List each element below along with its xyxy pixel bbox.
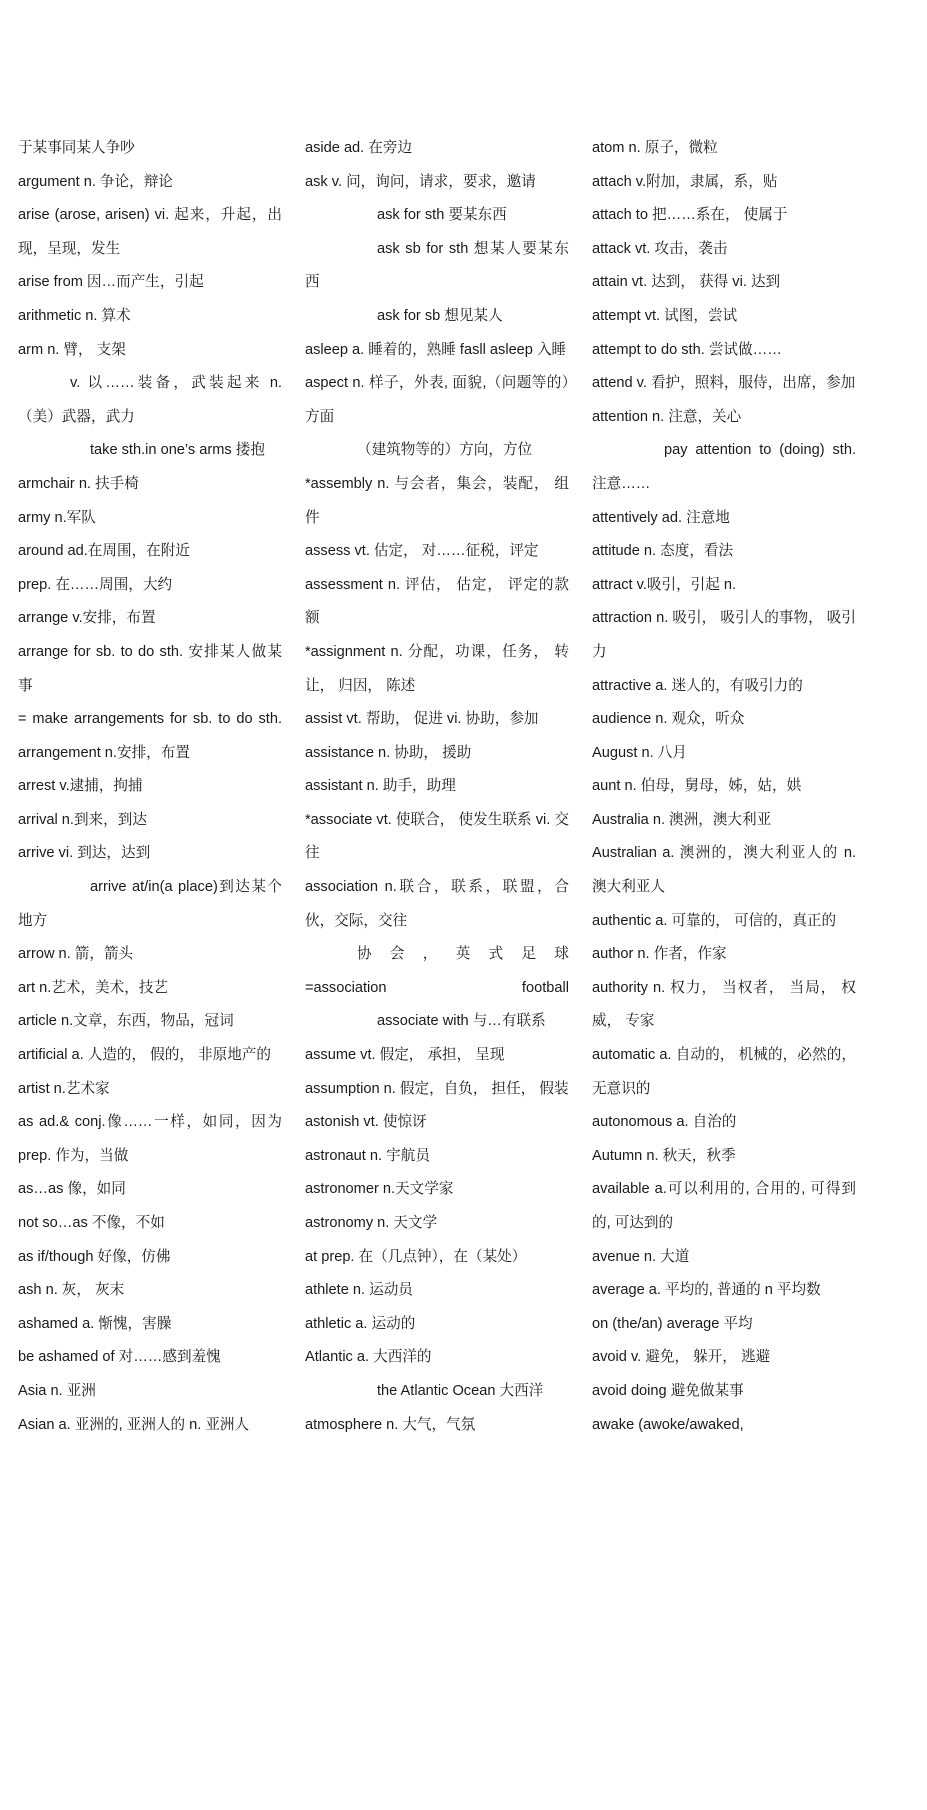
vocabulary-entry: attach v.附加，隶属，系，贴 [592,173,778,190]
vocabulary-entry: attentively ad. 注意地 [592,509,730,526]
vocabulary-entry: assumption n. 假定，自负， 担任， 假装 [305,1080,569,1097]
vocabulary-entry: ash n. 灰， 灰末 [18,1282,125,1299]
vocabulary-entry: （建筑物等的）方向，方位 [357,442,533,459]
vocabulary-entry: arise from 因…而产生，引起 [18,274,204,291]
vocabulary-entry: art n.艺术，美术，技艺 [18,979,169,996]
vocabulary-entry: aside ad. 在旁边 [305,140,413,156]
vocabulary-entry: authentic a. 可靠的， 可信的，真正的 [592,912,837,929]
vocabulary-entry: authority n. 权力， 当权者， 当局， 权威， 专家 [592,979,856,1030]
vocabulary-entry: on (the/an) average 平均 [592,1315,753,1332]
vocabulary-entry: assistant n. 助手，助理 [305,778,456,795]
vocabulary-entry: arise (arose, arisen) vi. 起来，升起，出现，呈现，发生 [18,207,282,257]
vocabulary-entry: artificial a. 人造的， 假的， 非原地产的 [18,1047,271,1064]
vocabulary-entry: ask v. 问，询问，请求，要求，邀请 [305,173,536,190]
vocabulary-entry: *assembly n. 与会者，集会，装配， 组件 [305,475,569,526]
vocabulary-entry: arrangement n.安排，布置 [18,744,190,761]
vocabulary-entry: assume vt. 假定， 承担， 呈现 [305,1047,505,1064]
vocabulary-entry: attach to 把……系在， 使属于 [592,207,788,224]
vocabulary-entry: attempt vt. 试图，尝试 [592,307,738,324]
vocabulary-entry: aunt n. 伯母，舅母，姊，姑，娂 [592,778,802,795]
vocabulary-entry: Australia n. 澳洲，澳大利亚 [592,811,772,828]
vocabulary-entry: as ad.& conj.像……一样，如同，因为 prep. 作为，当做 [18,1114,282,1164]
vocabulary-entry: Australian a. 澳洲的，澳大利亚人的 n. 澳大利亚人 [592,845,856,896]
vocabulary-entry: attitude n. 态度，看法 [592,543,734,560]
vocabulary-entry: 协 会 ， 英 式 足 球 =association football [305,946,569,996]
vocabulary-entry: armchair n. 扶手椅 [18,475,139,492]
vocabulary-column-1 [18,132,282,1442]
vocabulary-entry: as…as 像，如同 [18,1181,126,1198]
vocabulary-entry: arm n. 臂， 支架 [18,341,126,358]
vocabulary-entry: attack vt. 攻击，袭击 [592,240,728,257]
vocabulary-entry: autonomous a. 自治的 [592,1114,737,1131]
vocabulary-entry: ask for sb 想见某人 [377,307,503,324]
vocabulary-entry: attempt to do sth. 尝试做…… [592,341,782,358]
vocabulary-entry: at prep. 在（几点钟），在（某处） [305,1248,527,1265]
vocabulary-entry: assistance n. 协助， 援助 [305,744,472,761]
vocabulary-entry: army n.军队 [18,509,96,526]
vocabulary-entry: attention n. 注意，关心 [592,408,742,425]
vocabulary-entry: take sth.in one’s arms 搂抱 [90,442,265,459]
vocabulary-entry: around ad.在周围，在附近 [18,543,190,560]
vocabulary-entry: the Atlantic Ocean 大西洋 [377,1382,544,1399]
vocabulary-entry: audience n. 观众，听众 [592,711,745,728]
vocabulary-entry: arrival n.到来，到达 [18,811,147,828]
vocabulary-entry: asleep a. 睡着的，熟睡 fasll asleep 入睡 [305,341,567,358]
vocabulary-entry: Asian a. 亚洲的, 亚洲人的 n. 亚洲人 [18,1416,250,1433]
vocabulary-entry: *assignment n. 分配，功课，任务， 转让， 归因， 陈述 [305,643,569,694]
vocabulary-column-2 [305,132,569,1442]
vocabulary-entry: Asia n. 亚洲 [18,1382,96,1399]
vocabulary-entry: astronomy n. 天文学 [305,1215,438,1231]
vocabulary-entry: astronaut n. 宇航员 [305,1147,430,1164]
vocabulary-entry: assessment n. 评估， 估定， 评定的款额 [305,576,569,627]
vocabulary-entry: article n.文章，东西，物品，冠词 [18,1013,234,1030]
vocabulary-entry: athletic a. 运动的 [305,1315,416,1332]
vocabulary-entry: average a. 平均的, 普通的 n 平均数 [592,1282,821,1299]
vocabulary-entry: atmosphere n. 大气，气氛 [305,1416,476,1433]
vocabulary-entry: association n.联合，联系，联盟，合伙，交际，交往 [305,879,569,929]
vocabulary-entry: artist n.艺术家 [18,1080,110,1097]
vocabulary-entry: athlete n. 运动员 [305,1282,413,1299]
vocabulary-entry: *associate vt. 使联合， 使发生联系 vi. 交往 [305,811,569,862]
vocabulary-entry: attraction n. 吸引， 吸引人的事物， 吸引力 [592,610,856,660]
vocabulary-entry: atom n. 原子，微粒 [592,140,718,156]
vocabulary-entry: v. 以……装备，武装起来 n. （美）武器，武力 [18,375,282,425]
vocabulary-entry: 于某事同某人争吵 [18,140,135,156]
vocabulary-entry: arrive at/in(a place)到达某个地方 [18,879,282,929]
vocabulary-entry: attractive a. 迷人的，有吸引力的 [592,677,803,694]
vocabulary-entry: argument n. 争论，辩论 [18,173,173,190]
vocabulary-entry: ask sb for sth 想某人要某东西 [305,240,569,291]
vocabulary-entry: attend v. 看护，照料，服侍，出席，参加 [592,375,856,392]
vocabulary-entry: awake (awoke/awaked, [592,1416,744,1433]
vocabulary-entry: be ashamed of 对……感到羞愧 [18,1349,221,1366]
vocabulary-entry: astonish vt. 使惊讶 [305,1114,427,1131]
vocabulary-entry: associate with 与…有联系 [377,1013,546,1030]
vocabulary-entry: arrest v.逮捕，拘捕 [18,778,143,795]
vocabulary-entry: August n. 八月 [592,744,687,761]
vocabulary-entry: astronomer n.天文学家 [305,1181,454,1198]
vocabulary-entry: ask for sth 要某东西 [377,207,507,224]
vocabulary-entry: = make arrangements for sb. to do sth. [18,711,282,728]
vocabulary-entry: pay attention to (doing) sth. 注意…… [592,442,856,492]
vocabulary-entry: arrive vi. 到达，达到 [18,845,151,862]
vocabulary-entry: ashamed a. 惭愧，害臊 [18,1315,172,1332]
vocabulary-entry: Atlantic a. 大西洋的 [305,1349,432,1366]
vocabulary-entry: aspect n. 样子，外表, 面貌,（问题等的）方面 [305,375,569,425]
vocabulary-entry: arrow n. 箭，箭头 [18,946,134,963]
vocabulary-entry: avoid doing 避免做某事 [592,1382,744,1399]
vocabulary-entry: arithmetic n. 算术 [18,307,131,324]
vocabulary-entry: as if/though 好像，仿佛 [18,1248,171,1265]
vocabulary-entry: attract v.吸引，引起 n. [592,576,737,593]
vocabulary-entry: arrange for sb. to do sth. 安排某人做某事 [18,643,282,694]
vocabulary-entry: assist vt. 帮助， 促进 vi. 协助，参加 [305,711,539,728]
vocabulary-entry: not so…as 不像，不如 [18,1215,165,1231]
vocabulary-entry: author n. 作者，作家 [592,946,727,963]
column-container [18,132,909,1442]
vocabulary-entry: Autumn n. 秋天，秋季 [592,1147,736,1164]
vocabulary-entry: arrange v.安排，布置 [18,610,156,627]
vocabulary-entry: available a.可以利用的, 合用的, 可得到的, 可达到的 [592,1181,856,1231]
vocabulary-entry: avenue n. 大道 [592,1248,690,1265]
vocabulary-entry: avoid v. 避免， 躲开， 逃避 [592,1349,771,1366]
vocabulary-entry: automatic a. 自动的， 机械的，必然的， 无意识的 [592,1047,856,1097]
vocabulary-column-3 [592,132,856,1442]
vocabulary-entry: assess vt. 估定， 对……征税，评定 [305,543,539,560]
vocabulary-entry: attain vt. 达到， 获得 vi. 达到 [592,274,781,291]
vocabulary-entry: prep. 在……周围，大约 [18,576,173,593]
